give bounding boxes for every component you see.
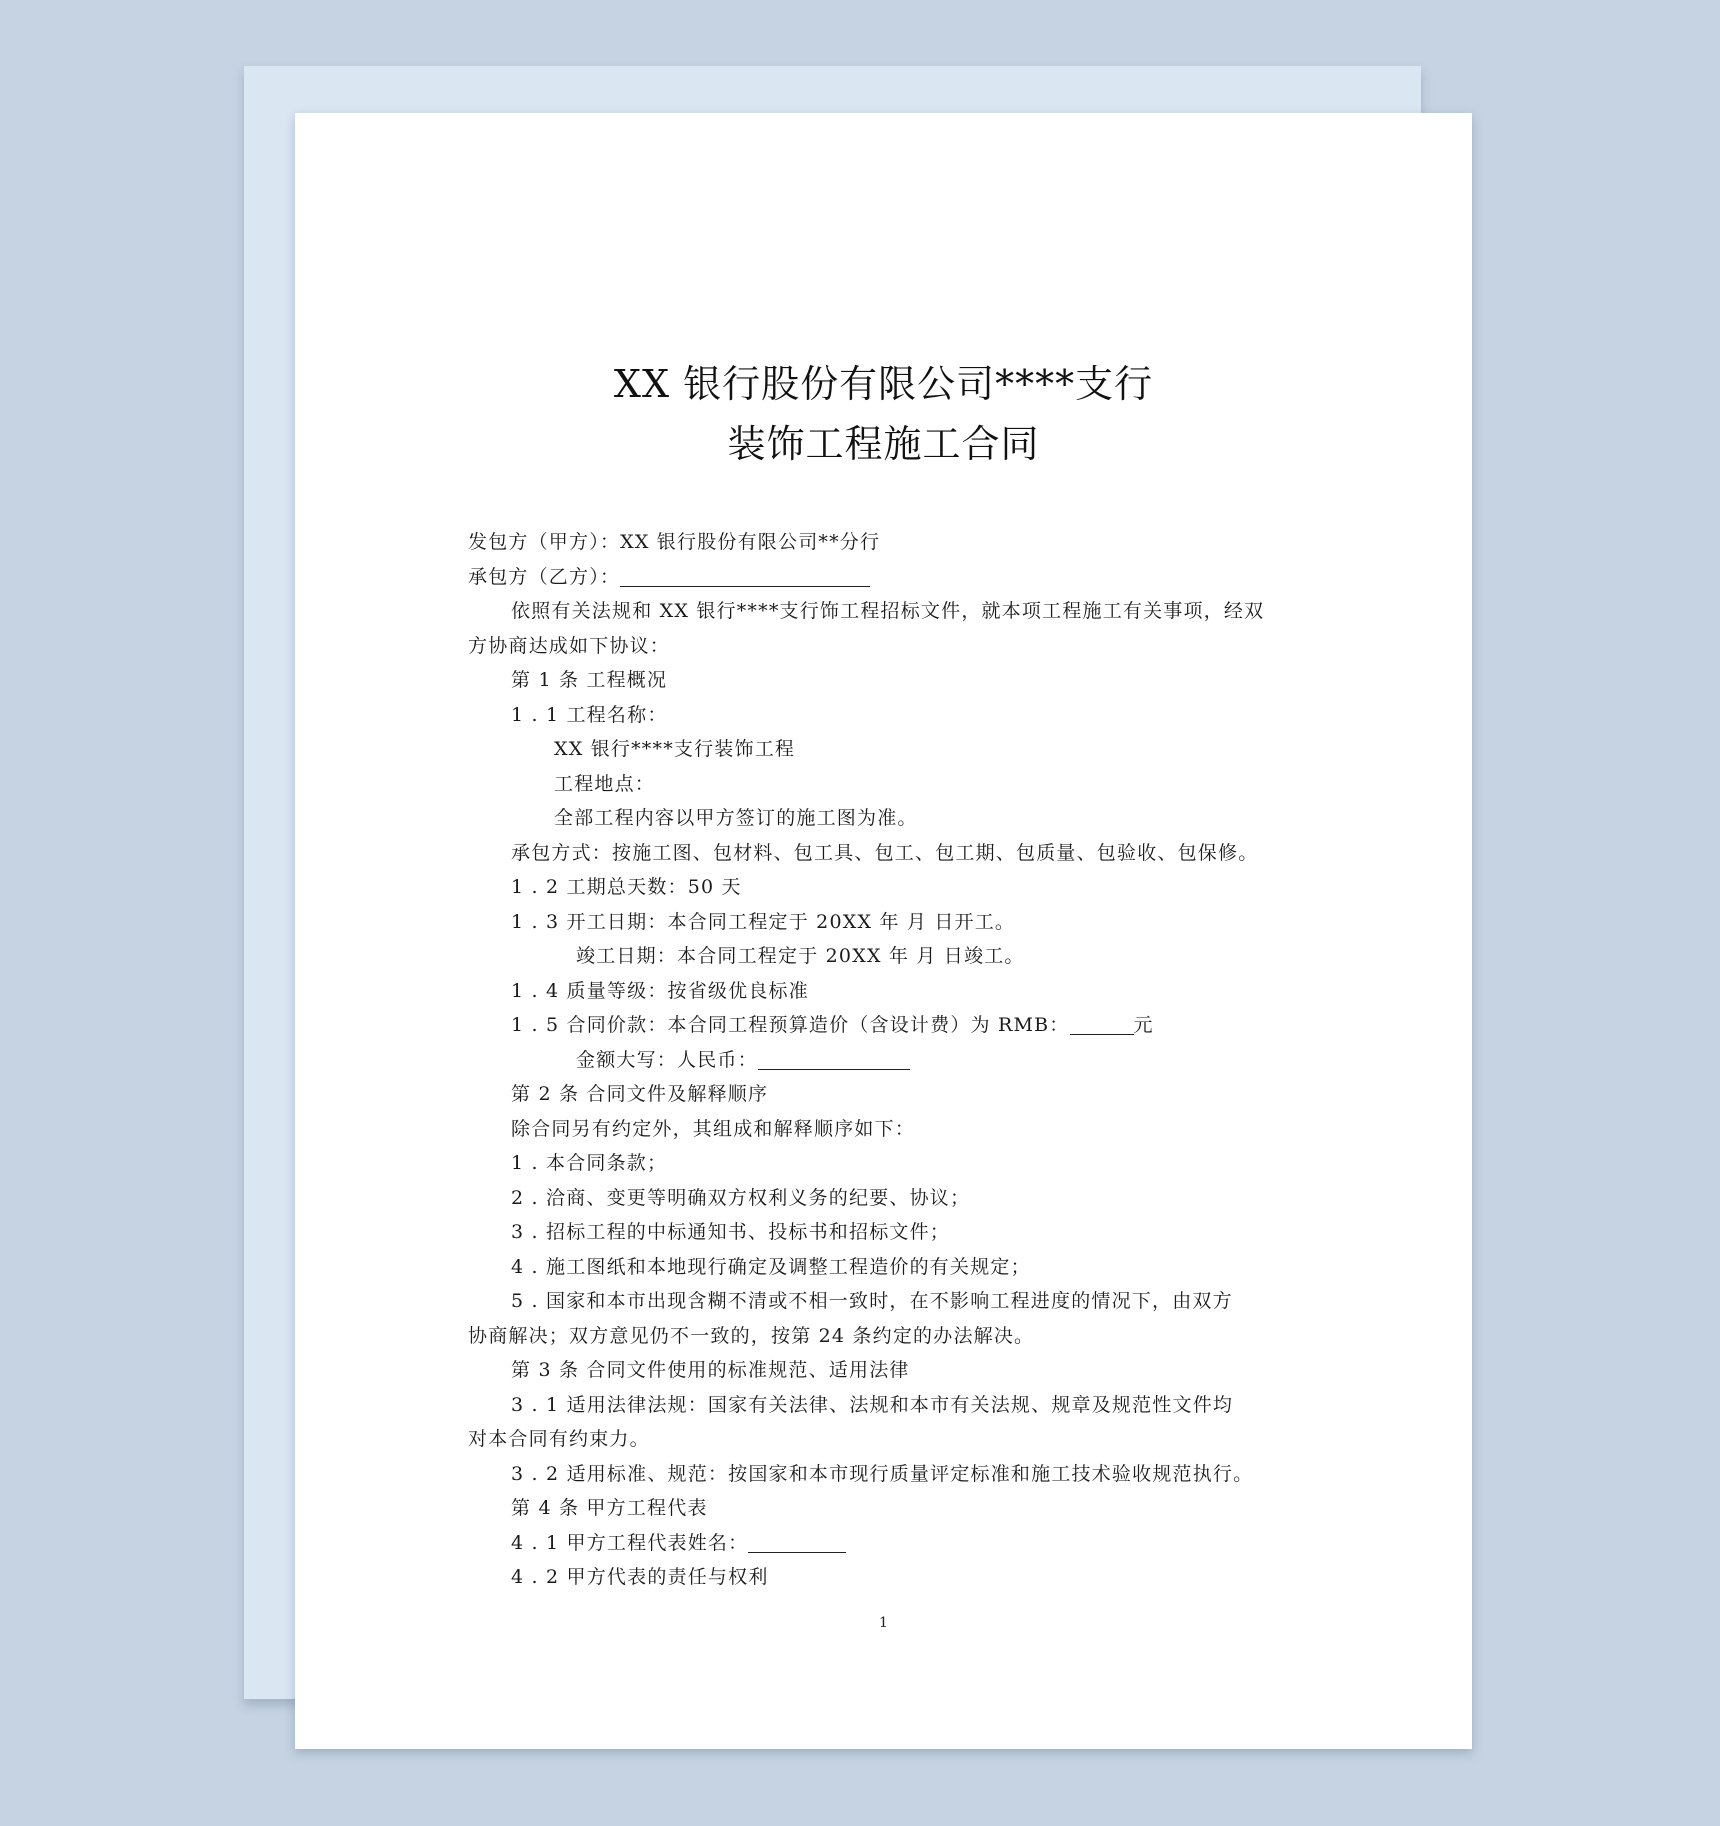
article-2-item-4: 4 . 施工图纸和本地现行确定及调整工程造价的有关规定； — [511, 1255, 1031, 1278]
party-b-label: 承包方（乙方）： — [468, 565, 621, 588]
article-2-intro: 除合同另有约定外，其组成和解释顺序如下： — [511, 1117, 916, 1140]
article-2-item-5-line-2: 协商解决；双方意见仍不一致的，按第 24 条约定的办法解决。 — [468, 1324, 1035, 1347]
contract-price-unit: 元 — [1133, 1014, 1154, 1036]
clause-1-3-end: 竣工日期：本合同工程定于 20XX 年 月 日竣工。 — [576, 945, 1025, 967]
article-2-item-2: 2 . 洽商、变更等明确双方权利义务的纪要、协议； — [511, 1186, 971, 1209]
contract-price-label: 1 . 5 合同价款：本合同工程预算造价（含设计费）为 RMB： — [511, 1014, 1070, 1036]
document-title-line-1: XX 银行股份有限公司****支行 — [613, 362, 1154, 406]
project-scope: 全部工程内容以甲方签订的施工图为准。 — [554, 807, 918, 829]
clause-4-1 — [468, 1526, 1308, 1561]
clause-1-5 — [468, 1008, 1308, 1043]
party-b-blank — [620, 566, 870, 587]
clause-4-2: 4 . 2 甲方代表的责任与权利 — [511, 1566, 769, 1588]
article-2-heading: 第 2 条 合同文件及解释顺序 — [511, 1083, 769, 1105]
article-1-heading: 第 1 条 工程概况 — [511, 669, 668, 691]
project-location: 工程地点： — [554, 772, 656, 795]
clause-1-3-start: 1 . 3 开工日期：本合同工程定于 20XX 年 月 日开工。 — [511, 910, 1016, 933]
clause-3-2: 3 . 2 适用标准、规范：按国家和本市现行质量评定标准和施工技术验收规范执行。 — [511, 1462, 1254, 1485]
clause-1-2: 1 . 2 工期总天数：50 天 — [511, 876, 742, 898]
amount-in-words — [468, 1043, 1308, 1078]
contract-mode: 承包方式：按施工图、包材料、包工具、包工、包工期、包质量、包验收、包保修。 — [511, 841, 1259, 864]
article-3-heading: 第 3 条 合同文件使用的标准规范、适用法律 — [511, 1359, 910, 1381]
document-body — [468, 525, 1308, 1595]
document-page — [295, 113, 1472, 1749]
article-2-item-3: 3 . 招标工程的中标通知书、投标书和招标文件； — [511, 1221, 951, 1243]
document-title-line-2: 装饰工程施工合同 — [727, 422, 1040, 466]
clause-3-1-line-1: 3 . 1 适用法律法规：国家有关法律、法规和本市有关法规、规章及规范性文件均 — [511, 1393, 1234, 1416]
party-a-line — [468, 525, 1308, 560]
page-number: 1 — [879, 1615, 888, 1631]
intro-line-1: 依照有关法规和 XX 银行****支行饰工程招标文件，就本项工程施工有关事项，经双 — [511, 600, 1265, 622]
party-a-value: XX 银行股份有限公司**分行 — [620, 531, 881, 553]
clause-1-1: 1 . 1 工程名称： — [511, 703, 668, 726]
clause-1-4: 1 . 4 质量等级：按省级优良标准 — [511, 979, 809, 1002]
party-a-label: 发包方（甲方）： — [468, 531, 621, 553]
clause-3-1-line-2: 对本合同有约束力。 — [468, 1428, 650, 1450]
representative-name-blank — [748, 1532, 846, 1553]
article-4-heading: 第 4 条 甲方工程代表 — [511, 1497, 708, 1519]
project-name: XX 银行****支行装饰工程 — [554, 738, 796, 760]
intro-line-2: 方协商达成如下协议： — [468, 634, 671, 657]
amount-in-words-blank — [758, 1049, 910, 1070]
representative-name-label: 4 . 1 甲方工程代表姓名： — [511, 1531, 749, 1554]
party-b-line — [468, 560, 1308, 595]
amount-in-words-label: 金额大写：人民币： — [576, 1048, 758, 1071]
article-2-item-5-line-1: 5 . 国家和本市出现含糊不清或不相一致时，在不影响工程进度的情况下，由双方 — [511, 1290, 1233, 1312]
contract-price-blank — [1070, 1014, 1134, 1035]
article-2-item-1: 1 . 本合同条款； — [511, 1152, 668, 1174]
